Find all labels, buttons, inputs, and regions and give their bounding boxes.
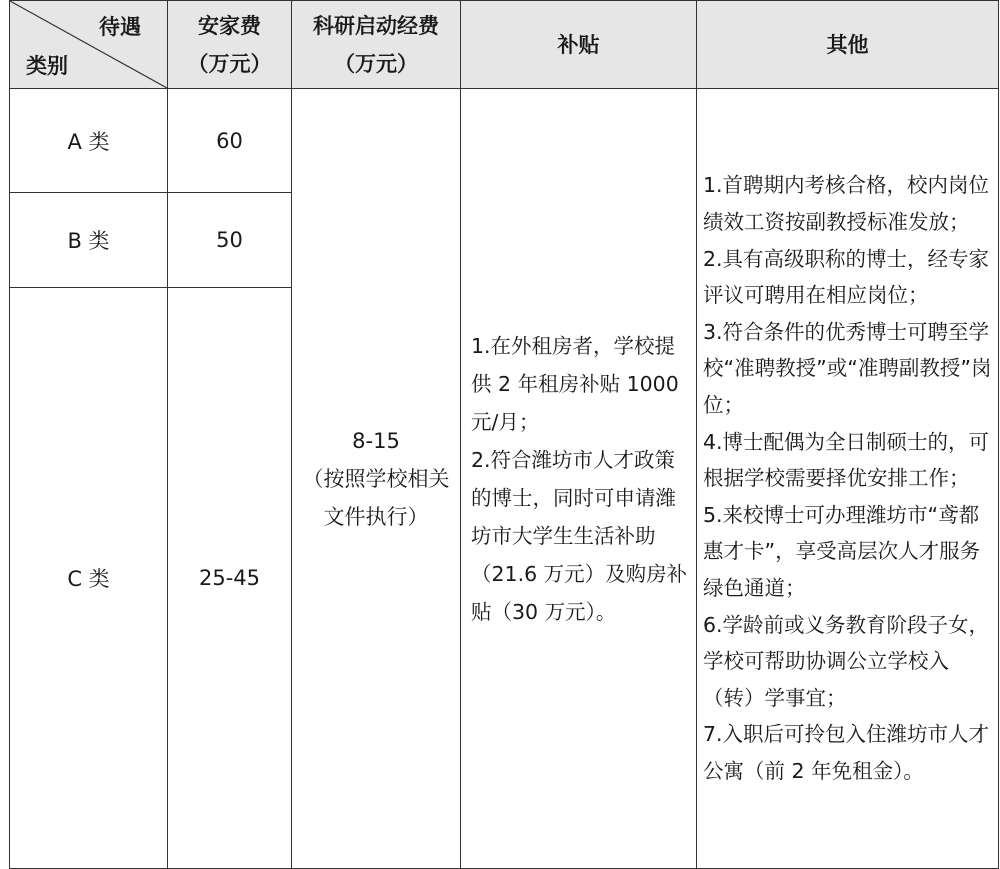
other-item-7: 7.入职后可拎包入住潍坊市人才公寓（前 2 年免租金）。 — [703, 722, 990, 783]
talent-benefits-table-wrapper — [9, 0, 998, 867]
settle-fee-cell-c: 25-45 — [168, 288, 292, 869]
table-header-row — [10, 1, 999, 89]
research-fee-header-unit: （万元） — [334, 51, 418, 76]
category-header-label: 类别 — [26, 54, 68, 78]
research-fee-cell — [292, 89, 461, 869]
corner-header-cell — [10, 1, 168, 89]
talent-benefits-table — [9, 0, 999, 869]
other-cell — [697, 89, 999, 869]
table-row — [10, 89, 999, 193]
settle-fee-header — [168, 1, 292, 89]
settle-fee-cell-a: 60 — [168, 89, 292, 193]
treatment-header-label: 待遇 — [99, 15, 141, 39]
category-cell-a: A 类 — [10, 89, 168, 193]
subsidy-item-1: 1.在外租房者，学校提供 2 年租房补贴 1000 元/月； — [471, 333, 679, 434]
research-fee-header-title: 科研启动经费 — [313, 13, 439, 38]
category-cell-c: C 类 — [10, 288, 168, 869]
settle-fee-header-unit: （万元） — [187, 51, 272, 76]
research-fee-note: （按照学校相关文件执行） — [302, 466, 450, 529]
other-item-6: 6.学龄前或义务教育阶段子女，学校可帮助协调公立学校入（转）学事宜； — [703, 612, 990, 710]
subsidy-header: 补贴 — [461, 1, 697, 89]
subsidy-cell — [461, 89, 697, 869]
other-header: 其他 — [697, 1, 999, 89]
research-fee-header — [292, 1, 461, 89]
category-cell-b: B 类 — [10, 193, 168, 288]
other-item-5: 5.来校博士可办理潍坊市“鸢都惠才卡”，享受高层次人才服务绿色通道； — [703, 502, 981, 600]
other-item-2: 2.具有高级职称的博士，经专家评议可聘用在相应岗位； — [703, 246, 990, 308]
other-item-1: 1.首聘期内考核合格，校内岗位绩效工资按副教授标准发放； — [703, 173, 990, 235]
settle-fee-header-title: 安家费 — [198, 13, 261, 38]
subsidy-item-2: 2.符合潍坊市人才政策的博士，同时可申请潍坊市大学生生活补助（21.6 万元）及购房补贴（30 万元）。 — [471, 447, 688, 624]
other-item-4: 4.博士配偶为全日制硕士的，可根据学校需要择优安排工作； — [703, 429, 990, 491]
other-item-3: 3.符合条件的优秀博士可聘至学校“准聘教授”或“准聘副教授”岗位； — [703, 319, 992, 418]
research-fee-value: 8-15 — [352, 428, 400, 453]
settle-fee-cell-b: 50 — [168, 193, 292, 288]
